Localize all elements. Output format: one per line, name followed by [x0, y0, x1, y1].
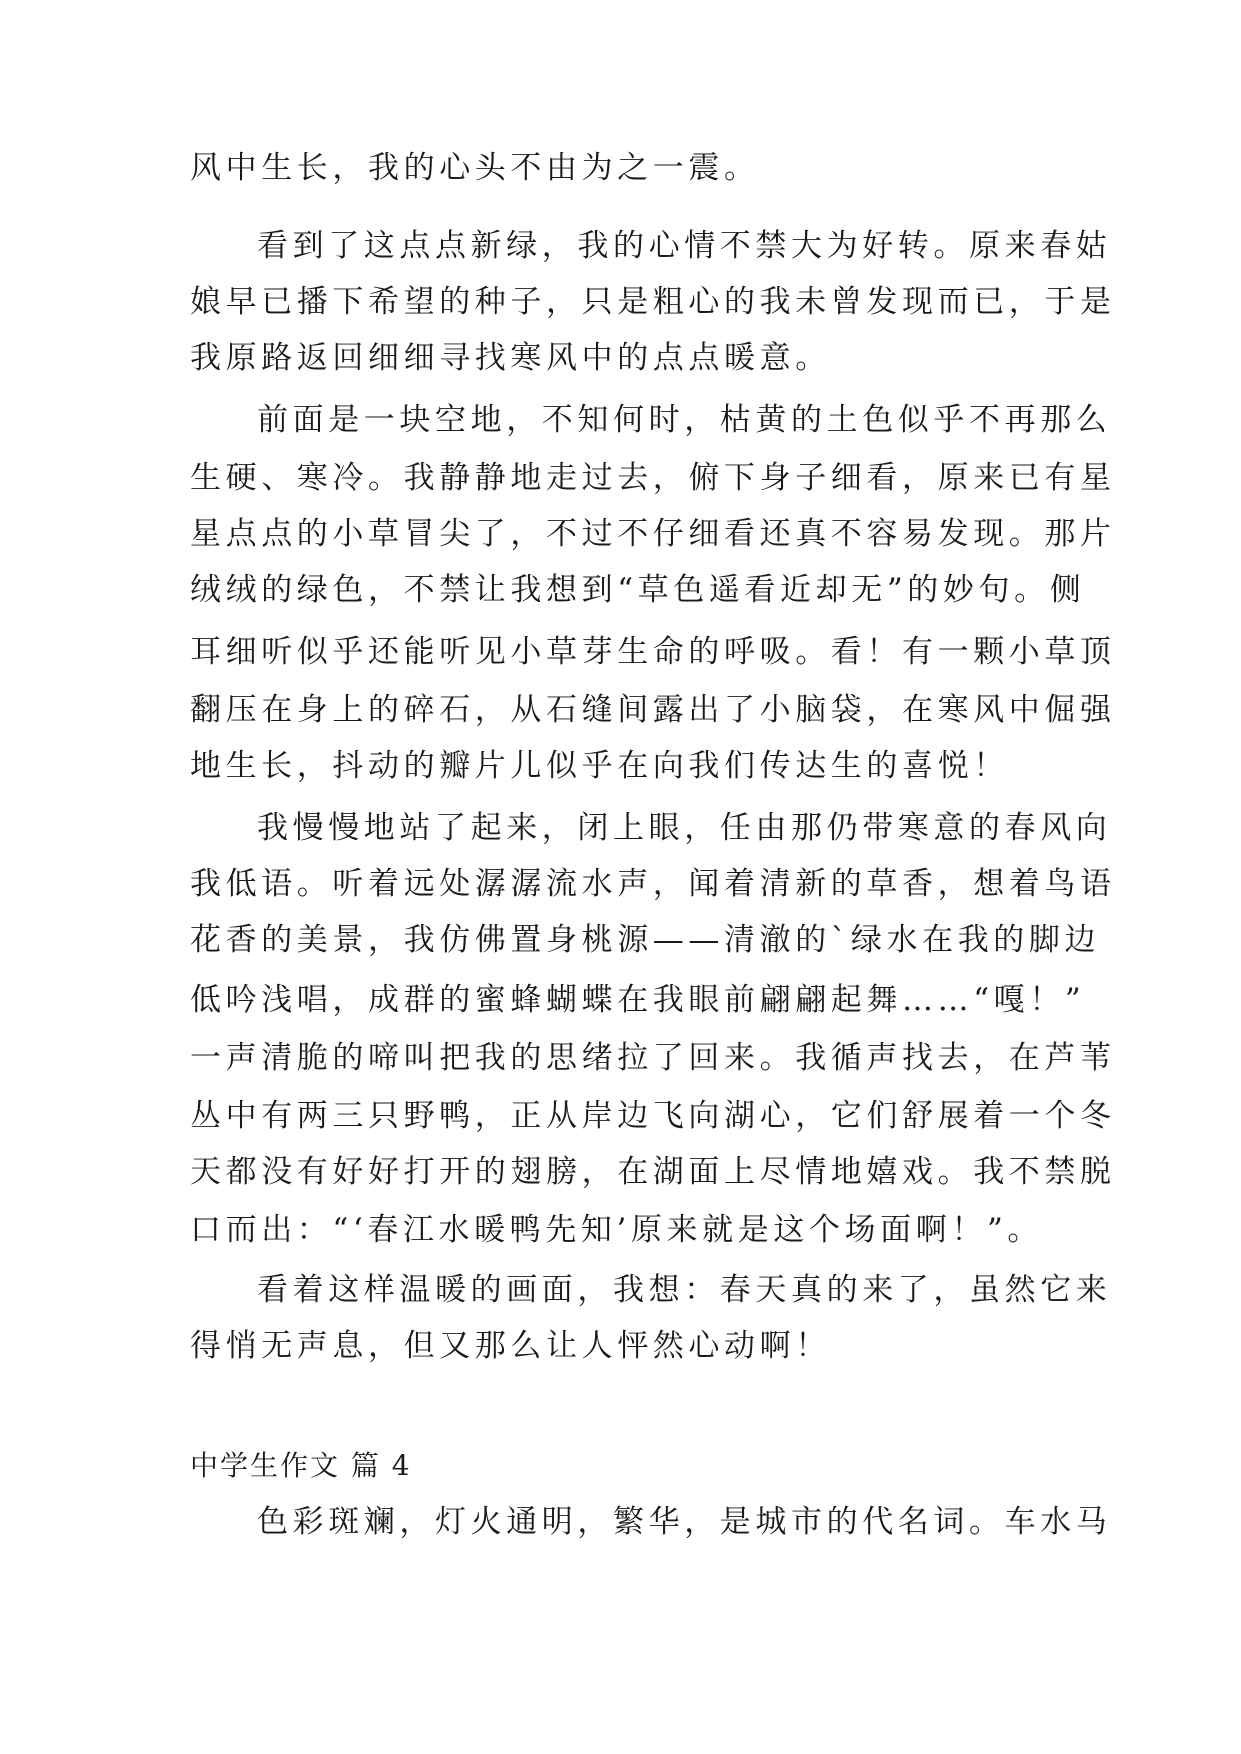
text-line: 得悄无声息，但又那么让人怦然心动啊！: [190, 1328, 831, 1364]
text-line: 风中生长，我的心头不由为之一震。: [190, 150, 760, 186]
text-line: 耳细听似乎还能听见小草芽生命的呼吸。看！有一颗小草顶: [190, 634, 1116, 670]
text-line: 翻压在身上的碎石，从石缝间露出了小脑袋，在寒风中倔强: [190, 692, 1116, 728]
text-line: 花香的美景，我仿佛置身桃源——清澈的`绿水在我的脚边: [190, 922, 1101, 958]
text-line: 我原路返回细细寻找寒风中的点点暖意。: [190, 340, 831, 376]
section-heading: 中学生作文 篇 4: [190, 1449, 412, 1482]
text-line: 看着这样温暖的画面，我想：春天真的来了，虽然它来: [257, 1272, 1112, 1308]
text-line: 一声清脆的啼叫把我的思绪拉了回来。我循声找去，在芦苇: [190, 1040, 1116, 1076]
text-line: 娘早已播下希望的种子，只是粗心的我未曾发现而已，于是: [190, 284, 1116, 320]
text-line: 星点点的小草冒尖了，不过不仔细看还真不容易发现。那片: [190, 516, 1116, 552]
text-line: 丛中有两三只野鸭，正从岸边飞向湖心，它们舒展着一个冬: [190, 1098, 1116, 1134]
text-line: 前面是一块空地，不知何时，枯黄的土色似乎不再那么: [257, 402, 1112, 438]
text-line: 看到了这点点新绿，我的心情不禁大为好转。原来春姑: [257, 228, 1112, 264]
text-line: 绒绒的绿色，不禁让我想到“草色遥看近却无”的妙句。侧: [190, 572, 1086, 608]
text-line: 口而出：“‘春江水暖鸭先知’原来就是这个场面啊！”。: [190, 1212, 1044, 1248]
text-line: 我慢慢地站了起来，闭上眼，任由那仍带寒意的春风向: [257, 810, 1112, 846]
text-line: 色彩斑斓，灯火通明，繁华，是城市的代名词。车水马: [257, 1504, 1112, 1540]
text-line: 地生长，抖动的瓣片儿似乎在向我们传达生的喜悦！: [190, 748, 1009, 784]
text-line: 天都没有好好打开的翅膀，在湖面上尽情地嬉戏。我不禁脱: [190, 1154, 1116, 1190]
text-line: 生硬、寒冷。我静静地走过去，俯下身子细看，原来已有星: [190, 460, 1116, 496]
text-line: 低吟浅唱，成群的蜜蜂蝴蝶在我眼前翩翩起舞……“嘎！”: [190, 982, 1086, 1018]
text-line: 我低语。听着远处潺潺流水声，闻着清新的草香，想着鸟语: [190, 866, 1116, 902]
